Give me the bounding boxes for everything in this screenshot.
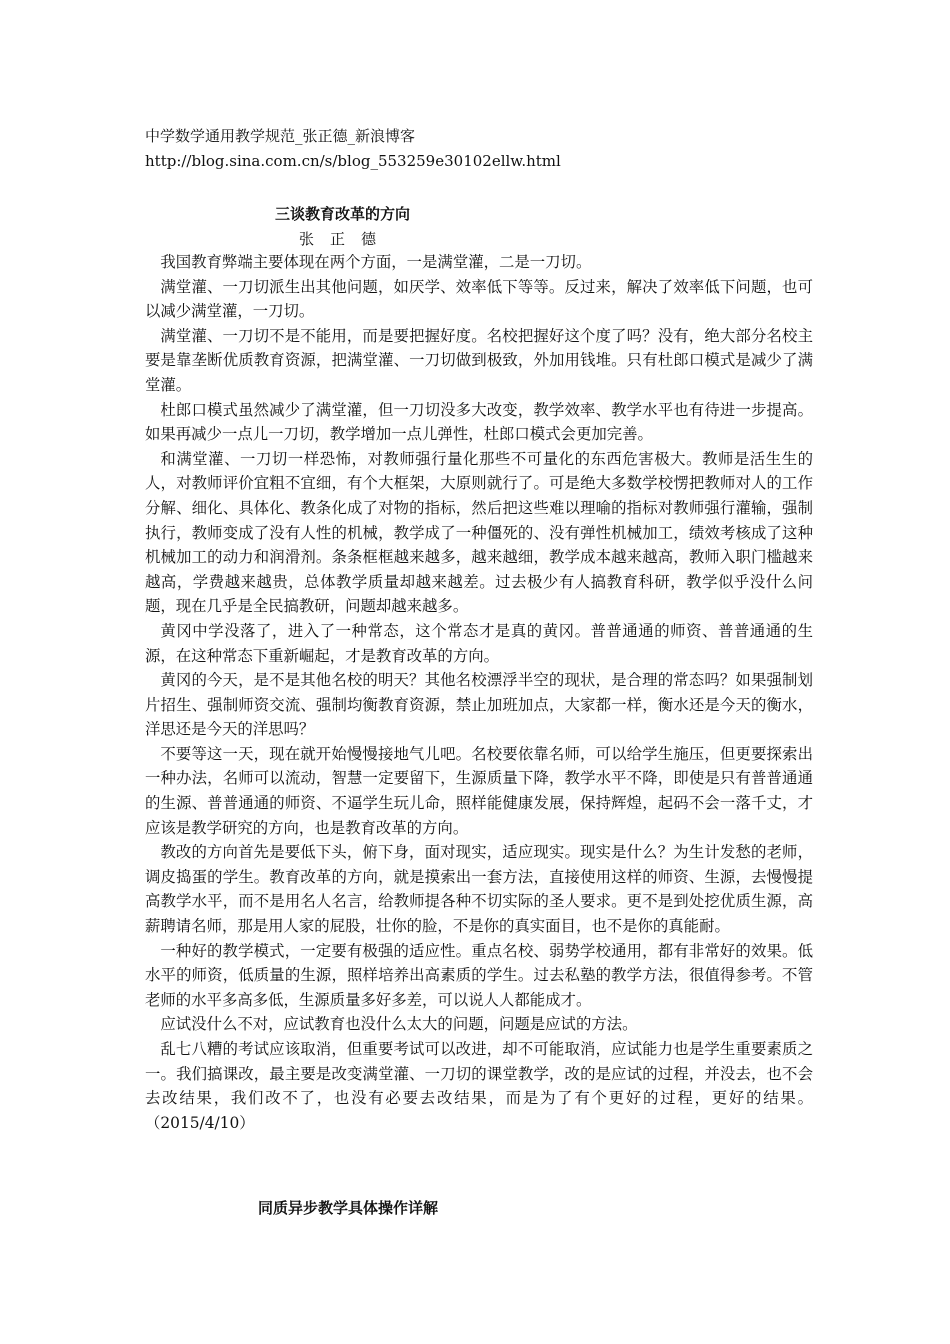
next-article-title: 同质异步教学具体操作详解 [258,1199,439,1217]
article-body [145,250,813,1135]
paragraph: 满堂灌、一刀切不是不能用，而是要把握好度。名校把握好这个度了吗？没有，绝大部分名校主要是靠垄断优质教育资源，把满堂灌、一刀切做到极致，外加用钱堆。只有杜郎口模式是减少了满堂灌。 [145,326,813,394]
paragraph: 黄冈中学没落了，进入了一种常态，这个常态才是真的黄冈。普普通通的师资、普普通通的生源，在这种常态下重新崛起，才是教育改革的方向。 [145,621,813,665]
paragraph: 和满堂灌、一刀切一样恐怖，对教师强行量化那些不可量化的东西危害极大。教师是活生生的人，对教师评价宜粗不宜细，有个大框架，大原则就行了。可是绝大多数学校愣把教师对人的工作分解、细化、具体化、教条化成了对物的指标，然后把这些难以理喻的指标对教师强行灌输，强制执行，教师变成了没有人性的机械，教学成了一种僵死的、没有弹性机械加工，绩效考核成了这种机械加工的动力和润滑剂。条条框框越来越多，越来越细，教学成本越来越高，教师入职门槛越来越高，学费越来越贵，总体教学质量却越来越差。过去极少有人搞教育科研，教学似乎没什么问题，现在几乎是全民搞教研，问题却越来越多。 [145,449,813,616]
paragraph: 黄冈的今天，是不是其他名校的明天？其他名校漂浮半空的现状，是合理的常态吗？如果强制划片招生、强制师资交流、强制均衡教育资源，禁止加班加点，大家都一样，衡水还是今天的衡水，洋思还是今天的洋思吗？ [145,671,813,739]
paragraph: 教改的方向首先是要低下头，俯下身，面对现实，适应现实。现实是什么？为生计发愁的老师，调皮捣蛋的学生。教育改革的方向，就是摸索出一套方法，直接使用这样的师资、生源，去慢慢提高教学水平，而不是用名人名言，给教师提各种不切实际的圣人要求。更不是到处挖优质生源，高薪聘请名师，那是用人家的屁股，壮你的脸，不是你的真实面目，也不是你的真能耐。 [145,843,813,936]
paragraph: 满堂灌、一刀切派生出其他问题，如厌学、效率低下等等。反过来，解决了效率低下问题，也可以减少满堂灌，一刀切。 [145,277,813,321]
paragraph: 一种好的教学模式，一定要有极强的适应性。重点名校、弱势学校通用，都有非常好的效果。低水平的师资，低质量的生源，照样培养出高素质的学生。过去私塾的教学方法，很值得参考。不管老师的水平多高多低，生源质量多好多差，可以说人人都能成才。 [145,941,813,1009]
paragraph: 不要等这一天，现在就开始慢慢接地气儿吧。名校要依靠名师，可以给学生施压，但更要探索出一种办法，名师可以流动，智慧一定要留下，生源质量下降，教学水平不降，即使是只有普普通通的生源、普普通通的师资、不逼学生玩儿命，照样能健康发展，保持辉煌，起码不会一落千丈，才应该是教学研究的方向，也是教育改革的方向。 [145,744,813,837]
source-url: http://blog.sina.com.cn/s/blog_553259e30102ellw.html [145,152,561,170]
paragraph: 我国教育弊端主要体现在两个方面，一是满堂灌，二是一刀切。 [160,253,592,271]
paragraph: 应试没什么不对，应试教育也没什么太大的问题，问题是应试的方法。 [160,1015,638,1034]
article-author: 张正德 [299,230,393,248]
source-block [145,124,561,174]
source-title: 中学数学通用教学规范_张正德_新浪博客 [145,127,416,145]
paragraph: 杜郎口模式虽然减少了满堂灌，但一刀切没多大改变，教学效率、教学水平也有待进一步提高。如果再减少一点儿一刀切，教学增加一点儿弹性，杜郎口模式会更加完善。 [145,400,813,444]
paragraph: 乱七八糟的考试应该取消，但重要考试可以改进，却不可能取消，应试能力也是学生重要素质之一。我们搞课改，最主要是改变满堂灌、一刀切的课堂教学，改的是应试的过程，并没去，也不会去改结果，我们改不了，也没有必要去改结果，而是为了有个更好的过程，更好的结果。（2015/4/10） [145,1040,813,1132]
article-title: 三谈教育改革的方向 [275,205,411,223]
